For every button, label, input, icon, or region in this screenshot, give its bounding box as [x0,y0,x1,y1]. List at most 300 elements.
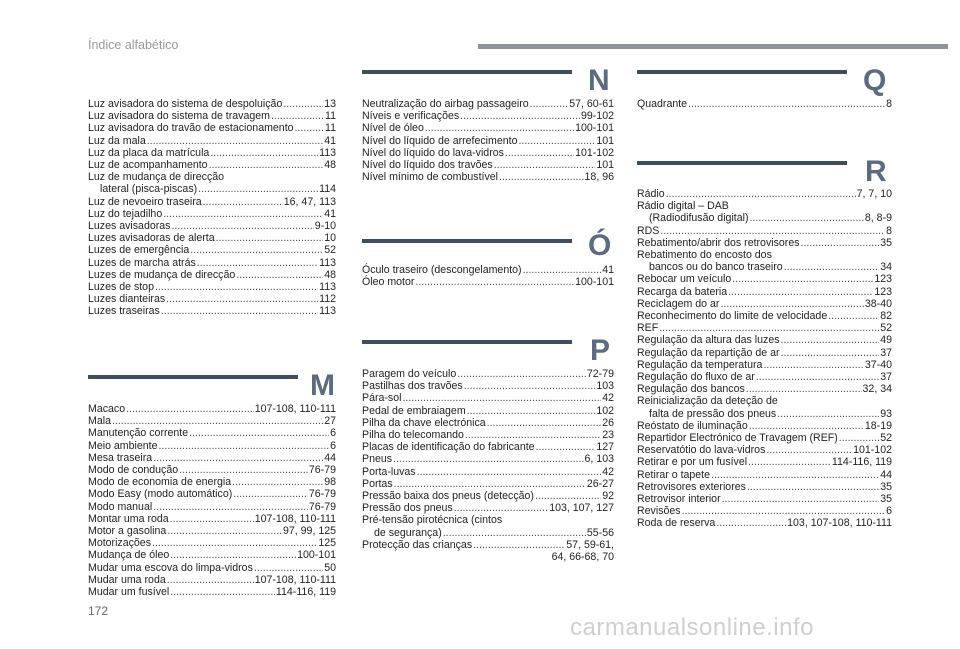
entry-term: Nível do líquido dos travões [362,159,493,172]
entry-pages: 52 [880,432,892,445]
entry-pages: 57, 59-61, [566,538,614,551]
index-entry [637,395,892,407]
entry-term: Mudança de óleo [88,549,170,562]
entry-pages: 6 [330,439,336,452]
entry-term: Luz de acompanhamento [88,159,208,172]
entry-term: Rebocar um veículo [637,273,732,286]
index-entry [637,261,892,273]
dot-leader [839,432,879,444]
dot-leader [777,408,879,420]
watermark: carmanualsonline.info [570,614,814,641]
dot-leader [153,452,323,464]
entry-term: Rádio [637,188,665,200]
index-entry [362,453,614,465]
entry-term: RDS [637,224,660,237]
index-entry [637,273,892,285]
index-entry [362,147,614,159]
section-header-r [637,157,892,187]
index-list-n [362,98,614,183]
section-header-n [362,66,614,96]
dot-leader [728,286,873,298]
entry-term: Protecção das crianças [362,538,473,551]
dot-leader [720,298,863,310]
dot-leader [499,171,584,183]
dot-leader [203,196,283,208]
section-letter: N [588,64,610,97]
dot-leader [766,444,852,456]
index-list-q [637,98,892,110]
entry-term: REF [637,322,659,335]
entry-pages: 123 [874,273,892,286]
entry-pages: 114 [319,183,336,196]
entry-pages: 8, 8-9 [864,212,892,225]
index-entry [637,347,892,359]
dot-leader [688,98,885,110]
index-entry [637,286,892,298]
index-entry [88,537,336,549]
entry-pages: 35 [880,493,892,506]
index-entry [88,171,336,183]
entry-term: Modo de condução [88,464,179,477]
index-entry [637,249,892,261]
entry-pages: 107-108, 110-111 [254,573,336,586]
entry-pages: 101 [596,159,614,172]
entry-pages: 93 [880,407,892,420]
index-entry [362,405,614,417]
entry-term: Pneus [362,453,393,466]
entry-term: Regulação da temperatura [637,358,763,371]
dot-leader [750,212,864,224]
entry-pages: 103, 107, 127 [549,502,614,515]
dot-leader [784,261,880,273]
index-entry [637,408,892,420]
entry-term: Óculo traseiro (descongelamento) [362,264,522,276]
index-entry [88,135,336,147]
entry-term: Pilha do telecomando [362,429,464,442]
index-entry [88,427,336,439]
dot-leader [457,368,586,380]
dot-leader [746,383,862,395]
entry-term: Luz avisadora do sistema de despoluição [88,98,283,110]
entry-term: Mudar uma escova do limpa-vidros [88,561,253,574]
entry-pages: 6, 103 [584,453,614,466]
entry-pages: 8 [886,98,892,110]
index-entry [88,488,336,500]
entry-term: Luz da placa da matrícula [88,146,210,159]
entry-term: Paragem do veículo [362,368,457,380]
dot-leader [487,417,602,429]
index-entry [362,110,614,122]
index-entry [637,322,892,334]
entry-term: Mala [88,415,111,428]
dot-leader [749,420,864,432]
entry-pages: 11 [325,110,336,123]
entry-term: falta de pressão dos pneus [649,407,777,420]
index-entry [362,539,614,551]
dot-leader [170,549,296,561]
dot-leader [153,501,308,513]
section-bar [362,70,572,74]
dot-leader [505,147,574,159]
index-entry [637,432,892,444]
entry-term: Pré-tensão pirotécnica (cintos [362,514,503,527]
index-entry [362,502,614,514]
index-entry [362,441,614,453]
entry-pages: 49 [880,334,892,347]
entry-term: Revisões [637,505,681,518]
entry-pages: 7, 7, 10 [856,188,892,200]
dot-leader [198,183,318,195]
index-entry [88,452,336,464]
dot-leader [189,427,329,439]
entry-term: Portas [362,477,393,490]
dot-leader [171,220,313,232]
entry-term: Manutenção corrente [88,427,189,440]
dot-leader [216,232,324,244]
index-entry [637,517,892,529]
index-entry [88,476,336,488]
entry-term: Rádio digital – DAB [637,200,729,213]
entry-term: Luzes avisadoras [88,220,171,233]
dot-leader [454,502,548,514]
dot-leader [232,476,323,488]
index-entry [88,574,336,586]
dot-leader [716,517,786,529]
index-entry [362,159,614,171]
section-letter: P [590,334,611,367]
entry-term: Roda de reserva [637,517,716,530]
entry-term: Montar uma roda [88,512,169,525]
dot-leader [465,429,601,441]
index-entry [88,464,336,476]
entry-pages: 57, 60-61 [569,98,614,110]
index-entry [88,208,336,220]
entry-pages: 42 [602,392,614,405]
dot-leader [233,488,308,500]
dot-leader [530,98,569,110]
index-entry [362,171,614,183]
index-entry [88,281,336,293]
entry-pages: 76-79 [308,500,336,513]
index-entry [362,417,614,429]
dot-leader [283,98,323,110]
entry-term: Nível do líquido do lava-vidros [362,146,504,159]
index-entry [637,334,892,346]
dot-leader [781,334,880,346]
index-entry [88,110,336,122]
index-entry [637,383,892,395]
entry-pages: 76-79 [308,488,336,501]
dot-leader [518,135,595,147]
entry-pages: 37 [880,346,892,359]
entry-pages: 35 [880,480,892,493]
index-entry [637,420,892,432]
dot-leader [417,466,602,478]
dot-leader [748,456,831,468]
entry-term: Placas de identificação do fabricante [362,441,535,454]
index-entry [88,183,336,195]
entry-pages: 100-101 [297,549,336,562]
section-bar [362,340,572,344]
entry-term: Rebatimento/abrir dos retrovisores [637,236,800,249]
entry-term: Rebatimento do encosto dos [637,249,772,262]
index-entry [637,298,892,310]
dot-leader [170,513,254,525]
entry-term: lateral (pisca-piscas) [100,183,198,196]
dot-leader [536,441,596,453]
index-entry [637,237,892,249]
dot-leader [393,453,583,465]
entry-term: Modo de economia de energia [88,476,232,489]
dot-leader [166,293,318,305]
entry-term: Meio ambiente [88,439,158,452]
entry-pages: 107-108, 110-111 [254,512,336,525]
header-bar [478,44,948,49]
dot-leader [210,147,318,159]
index-entry [362,478,614,490]
index-entry [88,147,336,159]
index-entry [88,501,336,513]
index-entry [88,196,336,208]
dot-leader [126,403,254,415]
entry-term: Luzes de marcha atrás [88,256,196,269]
index-list-m [88,403,336,598]
entry-pages: 27 [324,415,336,428]
entry-pages: 72-79 [586,368,614,380]
entry-pages: 52 [880,322,892,335]
entry-term: Mudar uma roda [88,573,166,586]
entry-pages: 64, 66-68, 70 [551,551,614,564]
dot-leader [209,159,324,171]
index-entry [88,513,336,525]
index-entry [88,159,336,171]
index-list-r [637,188,892,530]
index-entry [88,440,336,452]
entry-term: Luzes de stop [88,281,154,294]
entry-term: Pára-sol [362,392,402,405]
entry-term: Regulação da repartição de ar [637,346,780,359]
entry-term: Motorizações [88,537,151,550]
dot-leader [464,380,596,392]
index-entry [637,225,892,237]
entry-term: Pressão baixa dos pneus (detecção) [362,490,534,503]
entry-pages: 113 [319,146,336,159]
index-entry [88,305,336,317]
index-entry [88,562,336,574]
index-entry [88,98,336,110]
entry-term: Neutralização do airbag passageiro [362,98,529,110]
entry-pages: 99-102 [581,110,614,123]
entry-pages: 100-101 [575,122,614,135]
index-entry [88,122,336,134]
entry-term: Regulação da altura das luzes [637,334,780,347]
entry-term: Reciclagem do ar [637,297,720,310]
entry-term: Retirar e por um fusível [637,456,748,469]
index-entry [362,514,614,526]
dot-leader [467,405,596,417]
entry-pages: 48 [324,268,336,281]
section-bar [637,161,847,165]
entry-pages: 23 [602,429,614,442]
entry-term: Luz da mala [88,134,146,147]
index-entry [362,368,614,380]
dot-leader [682,505,886,517]
entry-pages: 16, 47, 113 [283,195,336,208]
entry-term: Luzes de mudança de direcção [88,268,236,281]
entry-pages: 101-102 [575,146,614,159]
dot-leader [722,493,880,505]
index-entry [637,212,892,224]
entry-term: Pastilhas dos travões [362,380,463,393]
entry-pages: 76-79 [308,464,336,477]
index-entry [88,220,336,232]
entry-pages: 101-102 [853,444,892,457]
entry-pages: 103, 107-108, 110-111 [787,517,892,530]
entry-term: Mudar um fusível [88,586,170,599]
index-entry [362,122,614,134]
index-entry [637,200,892,212]
dot-leader [828,310,879,322]
dot-leader [167,525,282,537]
entry-pages: 112 [319,293,336,306]
section-letter: R [865,155,887,188]
index-entry [362,429,614,441]
index-entry [362,551,614,563]
index-list-p [362,368,614,563]
entry-term: Regulação do fluxo de ar [637,371,755,384]
dot-leader [460,110,580,122]
entry-pages: 92 [602,490,614,503]
entry-term: Nível mínimo de combustível [362,171,499,184]
entry-term: Macaco [88,403,126,415]
dot-leader [711,469,879,481]
entry-pages: 113 [319,305,336,318]
entry-pages: 100-101 [575,276,614,289]
entry-term: Quadrante [637,98,688,110]
dot-leader [197,257,318,269]
index-entry [637,444,892,456]
index-entry [637,98,892,110]
dot-leader [159,440,330,452]
entry-term: Reconhecimento do limite de velocidade [637,310,828,323]
entry-term: Pilha da chave electrónica [362,416,486,429]
entry-term: Repartidor Electrónico de Travagem (REF) [637,432,838,445]
section-bar [362,239,572,243]
entry-term: Luz de mudança de direcção [88,171,225,184]
entry-pages: 18, 96 [584,171,614,184]
index-entry [637,493,892,505]
entry-pages: 98 [324,476,336,489]
dot-leader [756,371,879,383]
index-entry [362,466,614,478]
entry-term: Luz avisadora do sistema de travagem [88,110,270,123]
dot-leader [523,264,602,276]
entry-term: bancos ou do banco traseiro [649,261,783,274]
index-entry [362,135,614,147]
dot-leader [394,478,586,490]
dot-leader [254,562,323,574]
entry-term: Níveis e verificações [362,110,460,123]
dot-leader [236,269,323,281]
entry-term: Retrovisores exteriores [637,480,746,493]
section-letter: M [310,369,335,402]
index-list-o [362,264,614,288]
entry-pages: 113 [319,281,336,294]
entry-pages: 6 [330,427,336,440]
entry-pages: 44 [880,468,892,481]
entry-term: Modo Easy (modo automático) [88,488,233,501]
dot-leader [801,237,880,249]
entry-pages: 10 [324,232,336,245]
entry-pages: 11 [325,122,336,135]
entry-pages: 102 [596,404,614,417]
entry-pages: 37 [880,371,892,384]
index-entry [362,392,614,404]
index-entry [88,232,336,244]
dot-leader [163,208,323,220]
entry-pages: 41 [602,264,614,276]
entry-pages: 50 [324,561,336,574]
page-number: 172 [88,604,109,618]
dot-leader [732,273,873,285]
entry-pages: 114-116, 119 [831,456,892,469]
entry-pages: 125 [318,537,336,550]
index-list-l [88,98,336,318]
entry-pages: 26-27 [586,477,614,490]
entry-term: Reóstato de iluminação [637,419,748,432]
index-entry [88,257,336,269]
entry-pages: 113 [319,256,336,269]
entry-pages: 32, 34 [862,383,892,396]
index-entry [637,469,892,481]
index-entry [88,244,336,256]
entry-term: Luzes dianteiras [88,293,166,306]
index-entry [637,359,892,371]
entry-pages: 41 [324,207,336,220]
index-entry [362,98,614,110]
dot-leader [666,188,856,200]
dot-leader [190,244,323,256]
section-bar [637,70,847,74]
entry-pages: 6 [886,505,892,518]
entry-term: Recarga da bateria [637,285,728,298]
entry-pages: 55-56 [586,526,614,539]
entry-term: Luzes de emergência [88,244,190,257]
index-entry [362,264,614,276]
entry-pages: 103 [596,380,614,393]
dot-leader [473,539,565,551]
entry-pages: 82 [880,310,892,323]
entry-pages: 26 [602,416,614,429]
dot-leader [535,490,601,502]
index-entry [88,415,336,427]
entry-pages: 44 [324,451,336,464]
dot-leader [747,481,879,493]
index-entry [637,310,892,322]
dot-leader [112,415,323,427]
entry-pages: 97, 99, 125 [282,525,336,538]
dot-leader [155,281,318,293]
entry-pages: 42 [602,465,614,478]
entry-term: Nível de óleo [362,122,424,135]
entry-term: Motor a gasolina [88,525,167,538]
dot-leader [415,276,574,288]
index-entry [362,276,614,288]
index-entry [88,293,336,305]
entry-term: Pressão dos pneus [362,502,453,515]
entry-term: Luz do tejadilho [88,207,163,220]
dot-leader [494,159,596,171]
